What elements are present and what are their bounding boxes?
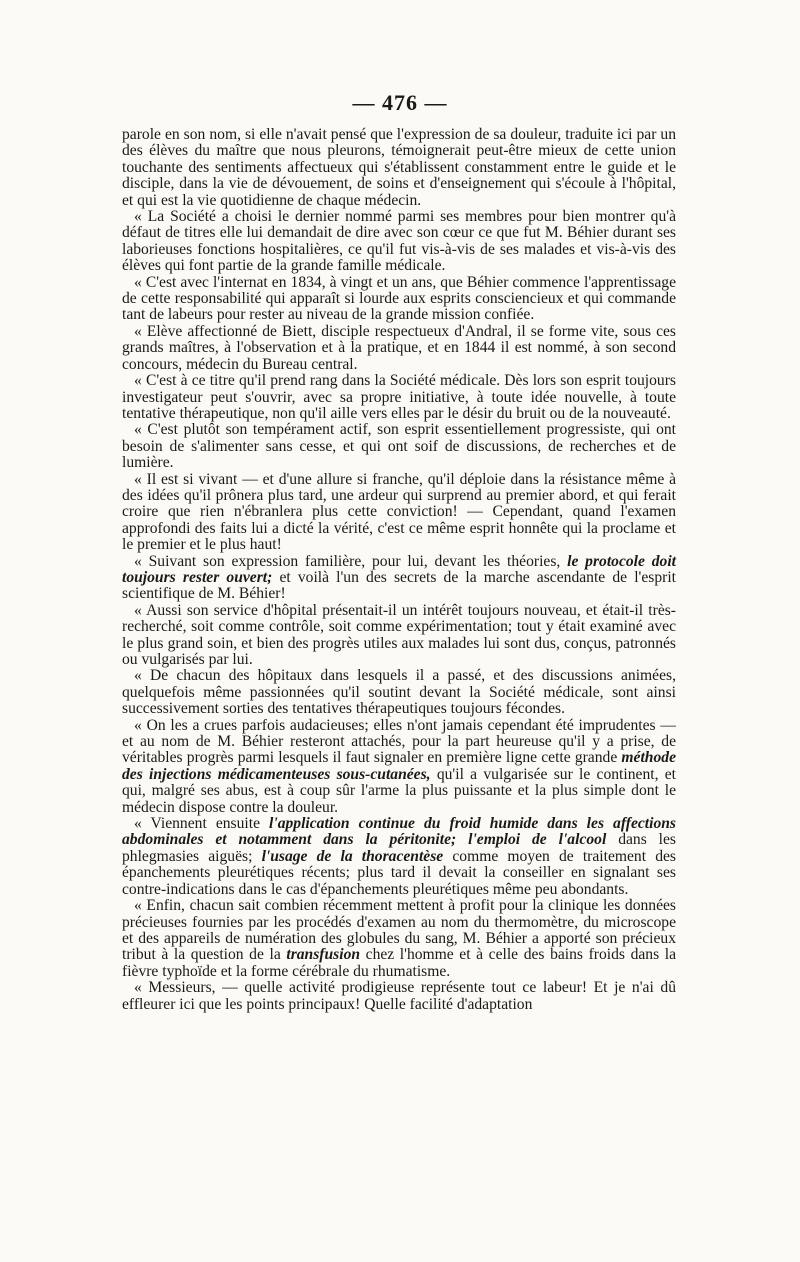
text-run: « De chacun des hôpitaux dans lesquels il a passé, et des discussions animées, quelquefois même passionnées qu'il soutint devant la Société médicale, sont ainsi successivement sorties des tentatives thérapeutiques toujours fécondes. [122, 667, 676, 718]
paragraph [122, 373, 676, 422]
text-run: « Enfin, chacun sait combien récemment mettent à profit pour la clinique les données précieuses fournies par les procédés d'examen au nom du thermomètre, du microscope et des appareils de numération des globules du sang, M. Béhier a apporté son précieux tribut à la question de la [122, 897, 676, 964]
italic-phrase: méthode des injections médicamenteuses sous-cutanées, [122, 749, 676, 783]
paragraph [122, 422, 676, 471]
text-run: « C'est avec l'internat en 1834, à vingt et un ans, que Béhier commence l'apprentissage de cette responsabilité qui apparaît si lourde aux esprits consciencieux et qui commande tant de labeurs pour rester au niveau de la grande mission confiée. [122, 273, 676, 324]
text-run: « Elève affectionné de Biett, disciple respectueux d'Andral, il se forme vite, sous ces grands maîtres, à l'observation et à la pratique, et en 1844 il est nommé, à son second concours, médecin du Bureau central. [122, 322, 676, 373]
text-run: « Il est si vivant — et d'une allure si franche, qu'il déploie dans la résistance même à des idées qu'il prônera plus tard, une ardeur qui surprend au premier abord, et qui ferait croire que rien n'ébranlera plus cette conviction! — Cependant, quand l'examen approfondi des faits lui a dicté la vérité, c'est ce même esprit honnête qui la proclame et le premier et le plus haut! [122, 470, 676, 554]
paragraph [122, 718, 676, 816]
text-run: « On les a crues parfois audacieuses; elles n'ont jamais cependant été imprudentes — et au nom de M. Béhier resteront attachés, pour la part heureuse qu'il y a prise, de véritables progrès parmi lesquels il faut signaler en première ligne cette grande [122, 716, 676, 767]
text-run: « Aussi son service d'hôpital présentait-il un intérêt toujours nouveau, et était-il très-recherché, soit comme contrôle, soit comme expérimentation; tout y était examiné avec le plus grand soin, et bien des progrès utiles aux malades lui sont dus, conçus, patronnés ou vulgarisés par lui. [122, 601, 676, 668]
text-run [456, 831, 468, 848]
text-run: qu'il a vulgarisée sur le continent, et qui, malgré ses abus, est à coup sûr l'arme la plus puissante et la plus simple dont le médecin dispose contre la douleur. [122, 765, 676, 816]
page-number: — 476 — [352, 90, 448, 115]
text-run: « Suivant son expression familière, pour lui, devant les théories, [134, 552, 568, 570]
paragraph [122, 209, 676, 275]
italic-phrase: l'emploi de l'alcool [468, 831, 607, 849]
text-run: « C'est plutôt son tempérament actif, son esprit essentiellement progressiste, qui ont besoin de s'alimenter sans cesse, et qui ont soif de discussions, de recherches et de lumière. [122, 421, 676, 472]
text-run: « La Société a choisi le dernier nommé parmi ses membres pour bien montrer qu'à défaut de titres elle lui demandait de dire avec son cœur ce que fut M. Béhier durant ses laborieuses fonctions hospitalières, ce qu'il fut vis-à-vis de ses malades et vis-à-vis des élèves qui font partie de la grande famille médicale. [122, 208, 676, 275]
paragraph [122, 554, 676, 603]
text-run: comme moyen de traitement des épanchements pleurétiques récents; plus tard il devait la conseiller en signalant ses contre-indications dans le cas d'épanchements pleurétiques même peu abondants. [122, 847, 676, 898]
paragraph [122, 472, 676, 554]
body-text [122, 127, 676, 1013]
paragraph [122, 603, 676, 669]
paragraph [122, 275, 676, 324]
text-run: et voilà l'un des secrets de la marche ascendante de l'esprit scientifique de M. Béhier! [122, 568, 676, 603]
text-run: dans les phlegmasies aiguës; [122, 831, 677, 865]
paragraph [122, 816, 676, 898]
text-run: chez l'homme et à celle des bains froids dans la fièvre typhoïde et la forme cérébrale du rhumatisme. [122, 946, 677, 980]
italic-phrase: le protocole doit toujours rester ouvert; [122, 552, 676, 586]
italic-phrase: l'usage de la thoracentèse [261, 847, 444, 865]
text-run: « Viennent ensuite [134, 815, 270, 833]
text-run: parole en son nom, si elle n'avait pensé que l'expression de sa douleur, traduite ici par un des élèves du maître que nous pleurons, témoignerait peut-être mieux de cette union touchante des sentiments affectueux qui s'établissent constamment entre le guide et le disciple, dans la vie de dévouement, de soins et d'enseignement qui s'écoule à l'hôpital, et qui est la vie quotidienne de chaque médecin. [122, 126, 676, 209]
italic-phrase: transfusion [286, 946, 361, 964]
paragraph [122, 324, 676, 373]
paragraph [122, 668, 676, 717]
paragraph [122, 898, 676, 980]
text-run: « Messieurs, — quelle activité prodigieuse représente tout ce labeur! Et je n'ai dû effleurer ici que les points principaux! Quelle facilité d'adaptation [122, 979, 676, 1013]
paragraph [122, 127, 676, 209]
paragraph [122, 980, 676, 1013]
text-run: « C'est à ce titre qu'il prend rang dans la Société médicale. Dès lors son esprit toujours investigateur peut s'ouvrir, avec sa propre initiative, à toute idée nouvelle, à toute tentative thérapeutique, non qu'il aille vers elles par le désir du bruit ou de la nouveauté. [122, 372, 676, 422]
italic-phrase: l'application continue du froid humide dans les affections abdominales et notamment dans la péritonite; [122, 815, 676, 849]
